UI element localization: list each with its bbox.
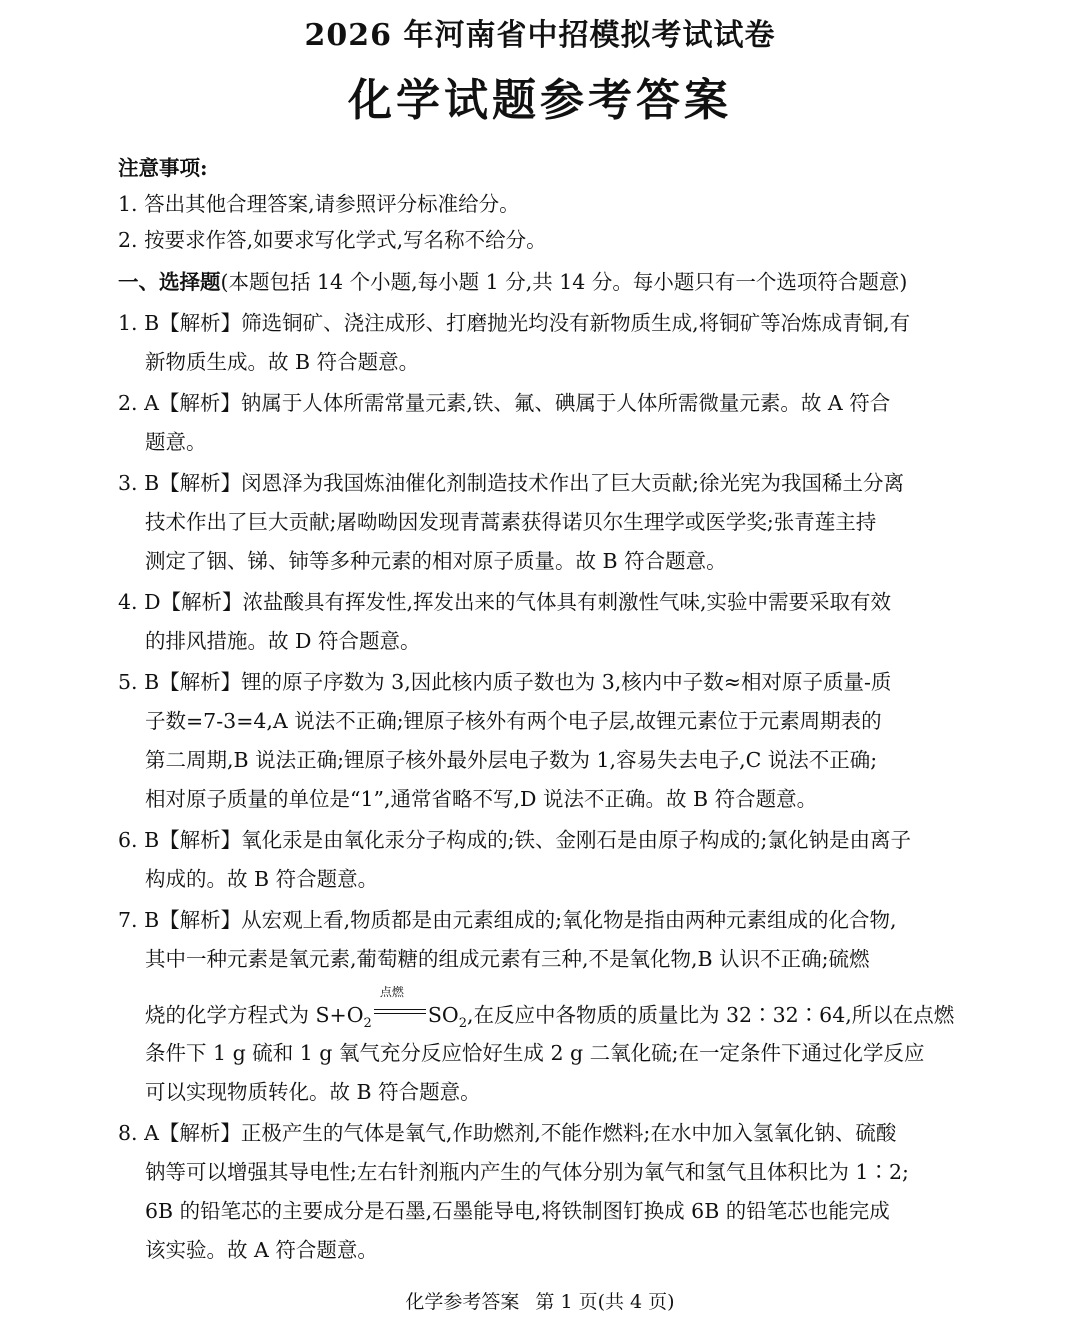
reaction-condition: 点燃 bbox=[379, 985, 404, 999]
question-label: 6. B【解析】 bbox=[118, 828, 242, 852]
answer-line: 2. A【解析】钠属于人体所需常量元素,铁、氟、碘属于人体所需微量元素。故 A 符合 bbox=[118, 391, 891, 415]
answer-line: 相对原子质量的单位是“1”,通常省略不写,D 说法不正确。故 B 符合题意。 bbox=[145, 787, 818, 811]
notice-item: 1. 答出其他合理答案,请参照评分标准给分。 bbox=[118, 192, 520, 216]
answer-line: 测定了铟、锑、铈等多种元素的相对原子质量。故 B 符合题意。 bbox=[145, 549, 727, 573]
answer-line: 1. B【解析】筛选铜矿、浇注成形、打磨抛光均没有新物质生成,将铜矿等冶炼成青铜,有 bbox=[118, 311, 911, 335]
question-label: 1. B【解析】 bbox=[118, 311, 242, 335]
document-title: 化学试题参考答案 bbox=[348, 75, 732, 126]
reaction-arrow bbox=[372, 985, 428, 1022]
answer-line: 第二周期,B 说法正确;锂原子核外最外层电子数为 1,容易失去电子,C 说法不正确; bbox=[145, 748, 878, 772]
question-label: 5. B【解析】 bbox=[118, 670, 242, 694]
equation-line: 烧的化学方程式为 $S+O_2$ 点燃 $SO_2$,在反应中各物质的质量比为 32∶32∶64,所以在点燃 bbox=[145, 985, 955, 1031]
question-label: 4. D【解析】 bbox=[118, 590, 243, 614]
answer-line: 4. D【解析】浓盐酸具有挥发性,挥发出来的气体具有刺激性气味,实验中需要采取有效 bbox=[118, 590, 892, 614]
answer-line: 构成的。故 B 符合题意。 bbox=[145, 867, 379, 891]
notice-item: 2. 按要求作答,如要求写化学式,写名称不给分。 bbox=[118, 228, 547, 252]
answer-line: 钠等可以增强其导电性;左右针剂瓶内产生的气体分别为氧气和氢气且体积比为 1∶2; bbox=[145, 1160, 909, 1184]
answer-line: 的排风措施。故 D 符合题意。 bbox=[145, 629, 421, 653]
answer-line: 5. B【解析】锂的原子序数为 3,因此核内质子数也为 3,核内中子数≈相对原子质量-质 bbox=[118, 670, 892, 694]
answer-line: 6B 的铅笔芯的主要成分是石墨,石墨能导电,将铁制图钉换成 6B 的铅笔芯也能完成 bbox=[145, 1199, 890, 1223]
answer-line: 7. B【解析】从宏观上看,物质都是由元素组成的;氧化物是指由两种元素组成的化合物, bbox=[118, 908, 897, 932]
answer-line: 可以实现物质转化。故 B 符合题意。 bbox=[145, 1080, 481, 1104]
answer-line: 该实验。故 A 符合题意。 bbox=[145, 1238, 378, 1262]
exam-title: 2026 年河南省中招模拟考试试卷 bbox=[304, 18, 776, 53]
section-label: 一、选择题 bbox=[118, 270, 221, 294]
answer-line: 技术作出了巨大贡献;屠呦呦因发现青蒿素获得诺贝尔生理学或医学奖;张青莲主持 bbox=[145, 510, 877, 534]
footer-page-number: 第 1 页(共 4 页) bbox=[535, 1291, 675, 1313]
answer-line: 3. B【解析】闵恩泽为我国炼油催化剂制造技术作出了巨大贡献;徐光宪为我国稀土分离 bbox=[118, 471, 905, 495]
question-label: 2. A【解析】 bbox=[118, 391, 241, 415]
section-heading bbox=[118, 272, 907, 293]
answer-line: 8. A【解析】正极产生的气体是氧气,作助燃剂,不能作燃料;在水中加入氢氧化钠、硫酸 bbox=[118, 1121, 897, 1145]
notice-heading: 注意事项: bbox=[118, 156, 208, 180]
question-label: 8. A【解析】 bbox=[118, 1121, 241, 1145]
answer-line: 题意。 bbox=[145, 430, 207, 454]
answer-line: 子数=7-3=4,A 说法不正确;锂原子核外有两个电子层,故锂元素位于元素周期表的 bbox=[145, 709, 882, 733]
answer-line: 条件下 1 g 硫和 1 g 氧气充分反应恰好生成 2 g 二氧化硫;在一定条件下通过化学反应 bbox=[145, 1041, 925, 1065]
section-note: (本题包括 14 个小题,每小题 1 分,共 14 分。每小题只有一个选项符合题意) bbox=[220, 270, 908, 294]
page-footer bbox=[0, 1287, 1080, 1314]
footer-doc-name: 化学参考答案 bbox=[405, 1291, 520, 1313]
question-label: 7. B【解析】 bbox=[118, 908, 242, 932]
answer-line: 其中一种元素是氧元素,葡萄糖的组成元素有三种,不是氧化物,B 认识不正确;硫燃 bbox=[145, 947, 870, 971]
answer-line: 6. B【解析】氧化汞是由氧化汞分子构成的;铁、金刚石是由原子构成的;氯化钠是由离子 bbox=[118, 828, 911, 852]
answer-line: 新物质生成。故 B 符合题意。 bbox=[145, 350, 420, 374]
question-label: 3. B【解析】 bbox=[118, 471, 242, 495]
